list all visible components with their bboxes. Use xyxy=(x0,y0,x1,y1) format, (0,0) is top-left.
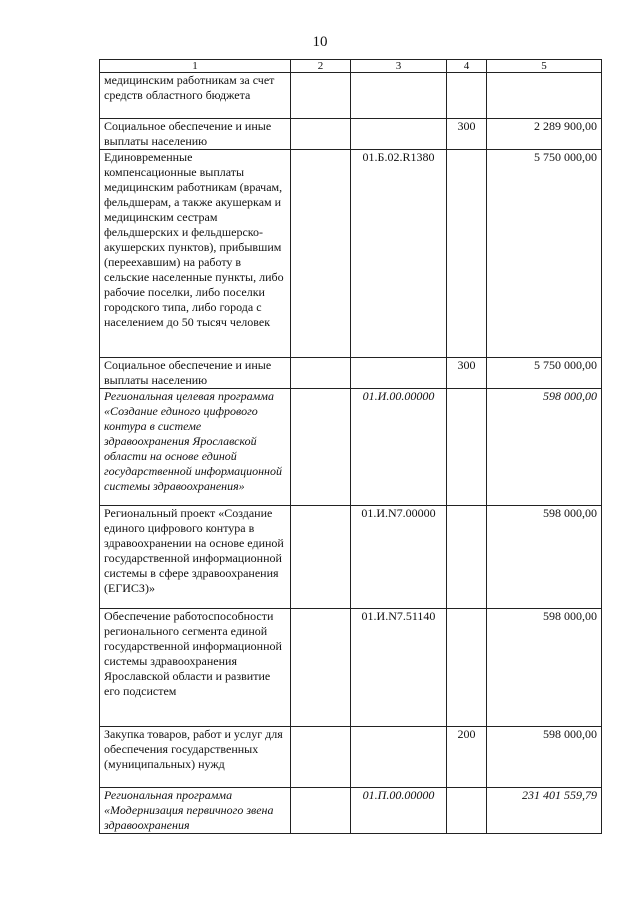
page-number: 10 xyxy=(312,34,328,50)
item-code xyxy=(351,119,447,150)
table-row xyxy=(100,609,602,727)
item-amount: 5 750 000,00 xyxy=(487,150,602,358)
item-amount: 598 000,00 xyxy=(487,727,602,788)
item-name: Социальное обеспечение и иные выплаты населению xyxy=(100,119,291,150)
item-type xyxy=(447,609,487,727)
column-header-1: 1 xyxy=(100,60,291,73)
column-header-4: 4 xyxy=(447,60,487,73)
table-row xyxy=(100,506,602,609)
item-col2 xyxy=(291,73,351,119)
item-name: Региональная целевая программа «Создание единого цифрового контура в системе здравоохранения Ярославской области на основе единой государственной информационной системы здравоохранения» xyxy=(100,389,291,506)
column-header-2: 2 xyxy=(291,60,351,73)
item-col2 xyxy=(291,358,351,389)
item-name: Региональный проект «Создание единого цифрового контура в здравоохранении на основе единой государственной информационной системы в сфере здравоохранения (ЕГИСЗ)» xyxy=(100,506,291,609)
item-type: 200 xyxy=(447,727,487,788)
item-col2 xyxy=(291,119,351,150)
item-name: Обеспечение работоспособности регионального сегмента единой государственной информационной системы здравоохранения Ярославской области и развитие его подсистем xyxy=(100,609,291,727)
item-amount xyxy=(487,73,602,119)
table-row xyxy=(100,119,602,150)
item-amount: 598 000,00 xyxy=(487,609,602,727)
item-col2 xyxy=(291,609,351,727)
item-type xyxy=(447,73,487,119)
item-col2 xyxy=(291,389,351,506)
table-row xyxy=(100,389,602,506)
item-type xyxy=(447,389,487,506)
item-code xyxy=(351,73,447,119)
item-type: 300 xyxy=(447,119,487,150)
item-code: 01.И.N7.00000 xyxy=(351,506,447,609)
item-type xyxy=(447,506,487,609)
budget-table xyxy=(99,59,602,834)
item-code: 01.П.00.00000 xyxy=(351,788,447,834)
item-code xyxy=(351,358,447,389)
item-name: медицинским работникам за счет средств областного бюджета xyxy=(100,73,291,119)
item-type xyxy=(447,150,487,358)
item-col2 xyxy=(291,506,351,609)
column-header-3: 3 xyxy=(351,60,447,73)
item-code: 01.И.N7.51140 xyxy=(351,609,447,727)
item-code: 01.И.00.00000 xyxy=(351,389,447,506)
item-name: Социальное обеспечение и иные выплаты населению xyxy=(100,358,291,389)
item-col2 xyxy=(291,788,351,834)
item-code xyxy=(351,727,447,788)
item-type: 300 xyxy=(447,358,487,389)
item-name: Региональная программа «Модернизация первичного звена здравоохранения xyxy=(100,788,291,834)
column-header-5: 5 xyxy=(487,60,602,73)
table-row xyxy=(100,788,602,834)
item-col2 xyxy=(291,150,351,358)
item-amount: 598 000,00 xyxy=(487,506,602,609)
column-number-row xyxy=(100,60,602,73)
item-type xyxy=(447,788,487,834)
item-name: Единовременные компенсационные выплаты медицинским работникам (врачам, фельдшерам, а также акушеркам и медицинским сестрам фельдшерских и фельдшерско-акушерских пунктов), прибывшим (переехавшим) на работу в сельские населенные пункты, либо рабочие поселки, либо поселки городского типа, либо города с населением до 50 тысяч человек xyxy=(100,150,291,358)
item-amount: 5 750 000,00 xyxy=(487,358,602,389)
table-row xyxy=(100,150,602,358)
item-name: Закупка товаров, работ и услуг для обеспечения государственных (муниципальных) нужд xyxy=(100,727,291,788)
table-row xyxy=(100,73,602,119)
item-col2 xyxy=(291,727,351,788)
item-amount: 2 289 900,00 xyxy=(487,119,602,150)
table-row xyxy=(100,358,602,389)
item-amount: 231 401 559,79 xyxy=(487,788,602,834)
table-row xyxy=(100,727,602,788)
item-amount: 598 000,00 xyxy=(487,389,602,506)
item-code: 01.Б.02.R1380 xyxy=(351,150,447,358)
